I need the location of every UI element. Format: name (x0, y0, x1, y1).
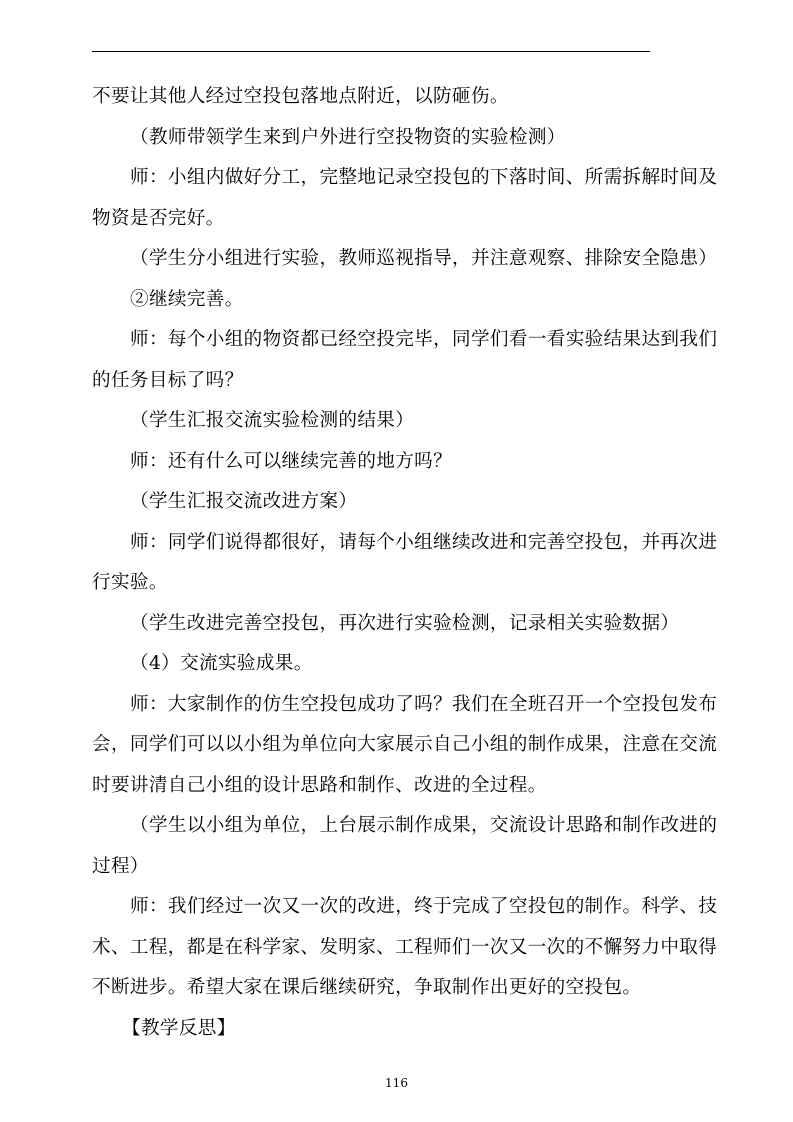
text-line: 会，同学们可以以小组为单位向大家展示自己小组的制作成果，注意在交流 (92, 734, 718, 755)
text-line: （4）交流实验成果。 (130, 653, 313, 674)
text-line: 师：同学们说得都很好，请每个小组继续改进和完善空投包，并再次进 (130, 531, 718, 553)
paragraph (92, 239, 718, 280)
text-line: 师：小组内做好分工，完整地记录空投包的下落时间、所需拆解时间及 (130, 167, 718, 188)
paragraph (92, 118, 704, 159)
text-line: 师：大家制作的仿生空投包成功了吗？我们在全班召开一个空投包发布 (130, 693, 718, 715)
text-line: （教师带领学生来到户外进行空投物资的实验检测） (130, 126, 566, 148)
text-line: （学生以小组为单位，上台展示制作成果，交流设计思路和制作改进的 (130, 815, 718, 836)
paragraph (92, 523, 718, 604)
text-line: （学生改进完善空投包，再次进行实验检测，记录相关实验数据） (130, 612, 680, 634)
text-line: 物资是否完好。 (92, 207, 225, 229)
document-body (92, 77, 718, 1049)
paragraph (92, 77, 704, 118)
text-line: ②继续完善。 (130, 288, 244, 310)
text-line: 师：每个小组的物资都已经空投完毕，同学们看一看实验结果达到我们 (130, 329, 718, 350)
paragraph (92, 401, 704, 442)
text-line: 不要让其他人经过空投包落地点附近，以防砸伤。 (92, 86, 509, 107)
page-number: 116 (385, 1076, 408, 1090)
paragraph (92, 644, 704, 685)
text-line: 术、工程，都是在科学家、发明家、工程师们一次又一次的不懈努力中取得 (92, 936, 718, 958)
text-line: 师：还有什么可以继续完善的地方吗？ (130, 450, 453, 472)
paragraph (92, 442, 704, 483)
paragraph (92, 685, 718, 807)
section-heading (92, 1009, 704, 1050)
paragraph (92, 604, 704, 645)
section-heading-text: 【教学反思】 (122, 1017, 236, 1039)
text-line: 不断进步。希望大家在课后继续研究，争取制作出更好的空投包。 (92, 977, 642, 998)
text-line: 过程） (92, 855, 149, 877)
text-line: 时要讲清自己小组的设计思路和制作、改进的全过程。 (92, 774, 547, 796)
text-line: 行实验。 (92, 572, 168, 593)
paragraph (92, 158, 718, 239)
text-line: 的任务目标了吗？ (92, 369, 244, 391)
paragraph (92, 320, 718, 401)
paragraph (92, 482, 704, 523)
paragraph (92, 806, 718, 887)
header-rule (92, 51, 650, 52)
text-line: 师：我们经过一次又一次的改进，终于完成了空投包的制作。科学、技 (130, 896, 718, 917)
text-line: （学生汇报交流实验检测的结果） (130, 410, 415, 431)
text-line: （学生汇报交流改进方案） (130, 491, 358, 512)
paragraph (92, 280, 704, 321)
text-line: （学生分小组进行实验，教师巡视指导，并注意观察、排除安全隐患） (130, 248, 718, 269)
paragraph (92, 887, 718, 1009)
